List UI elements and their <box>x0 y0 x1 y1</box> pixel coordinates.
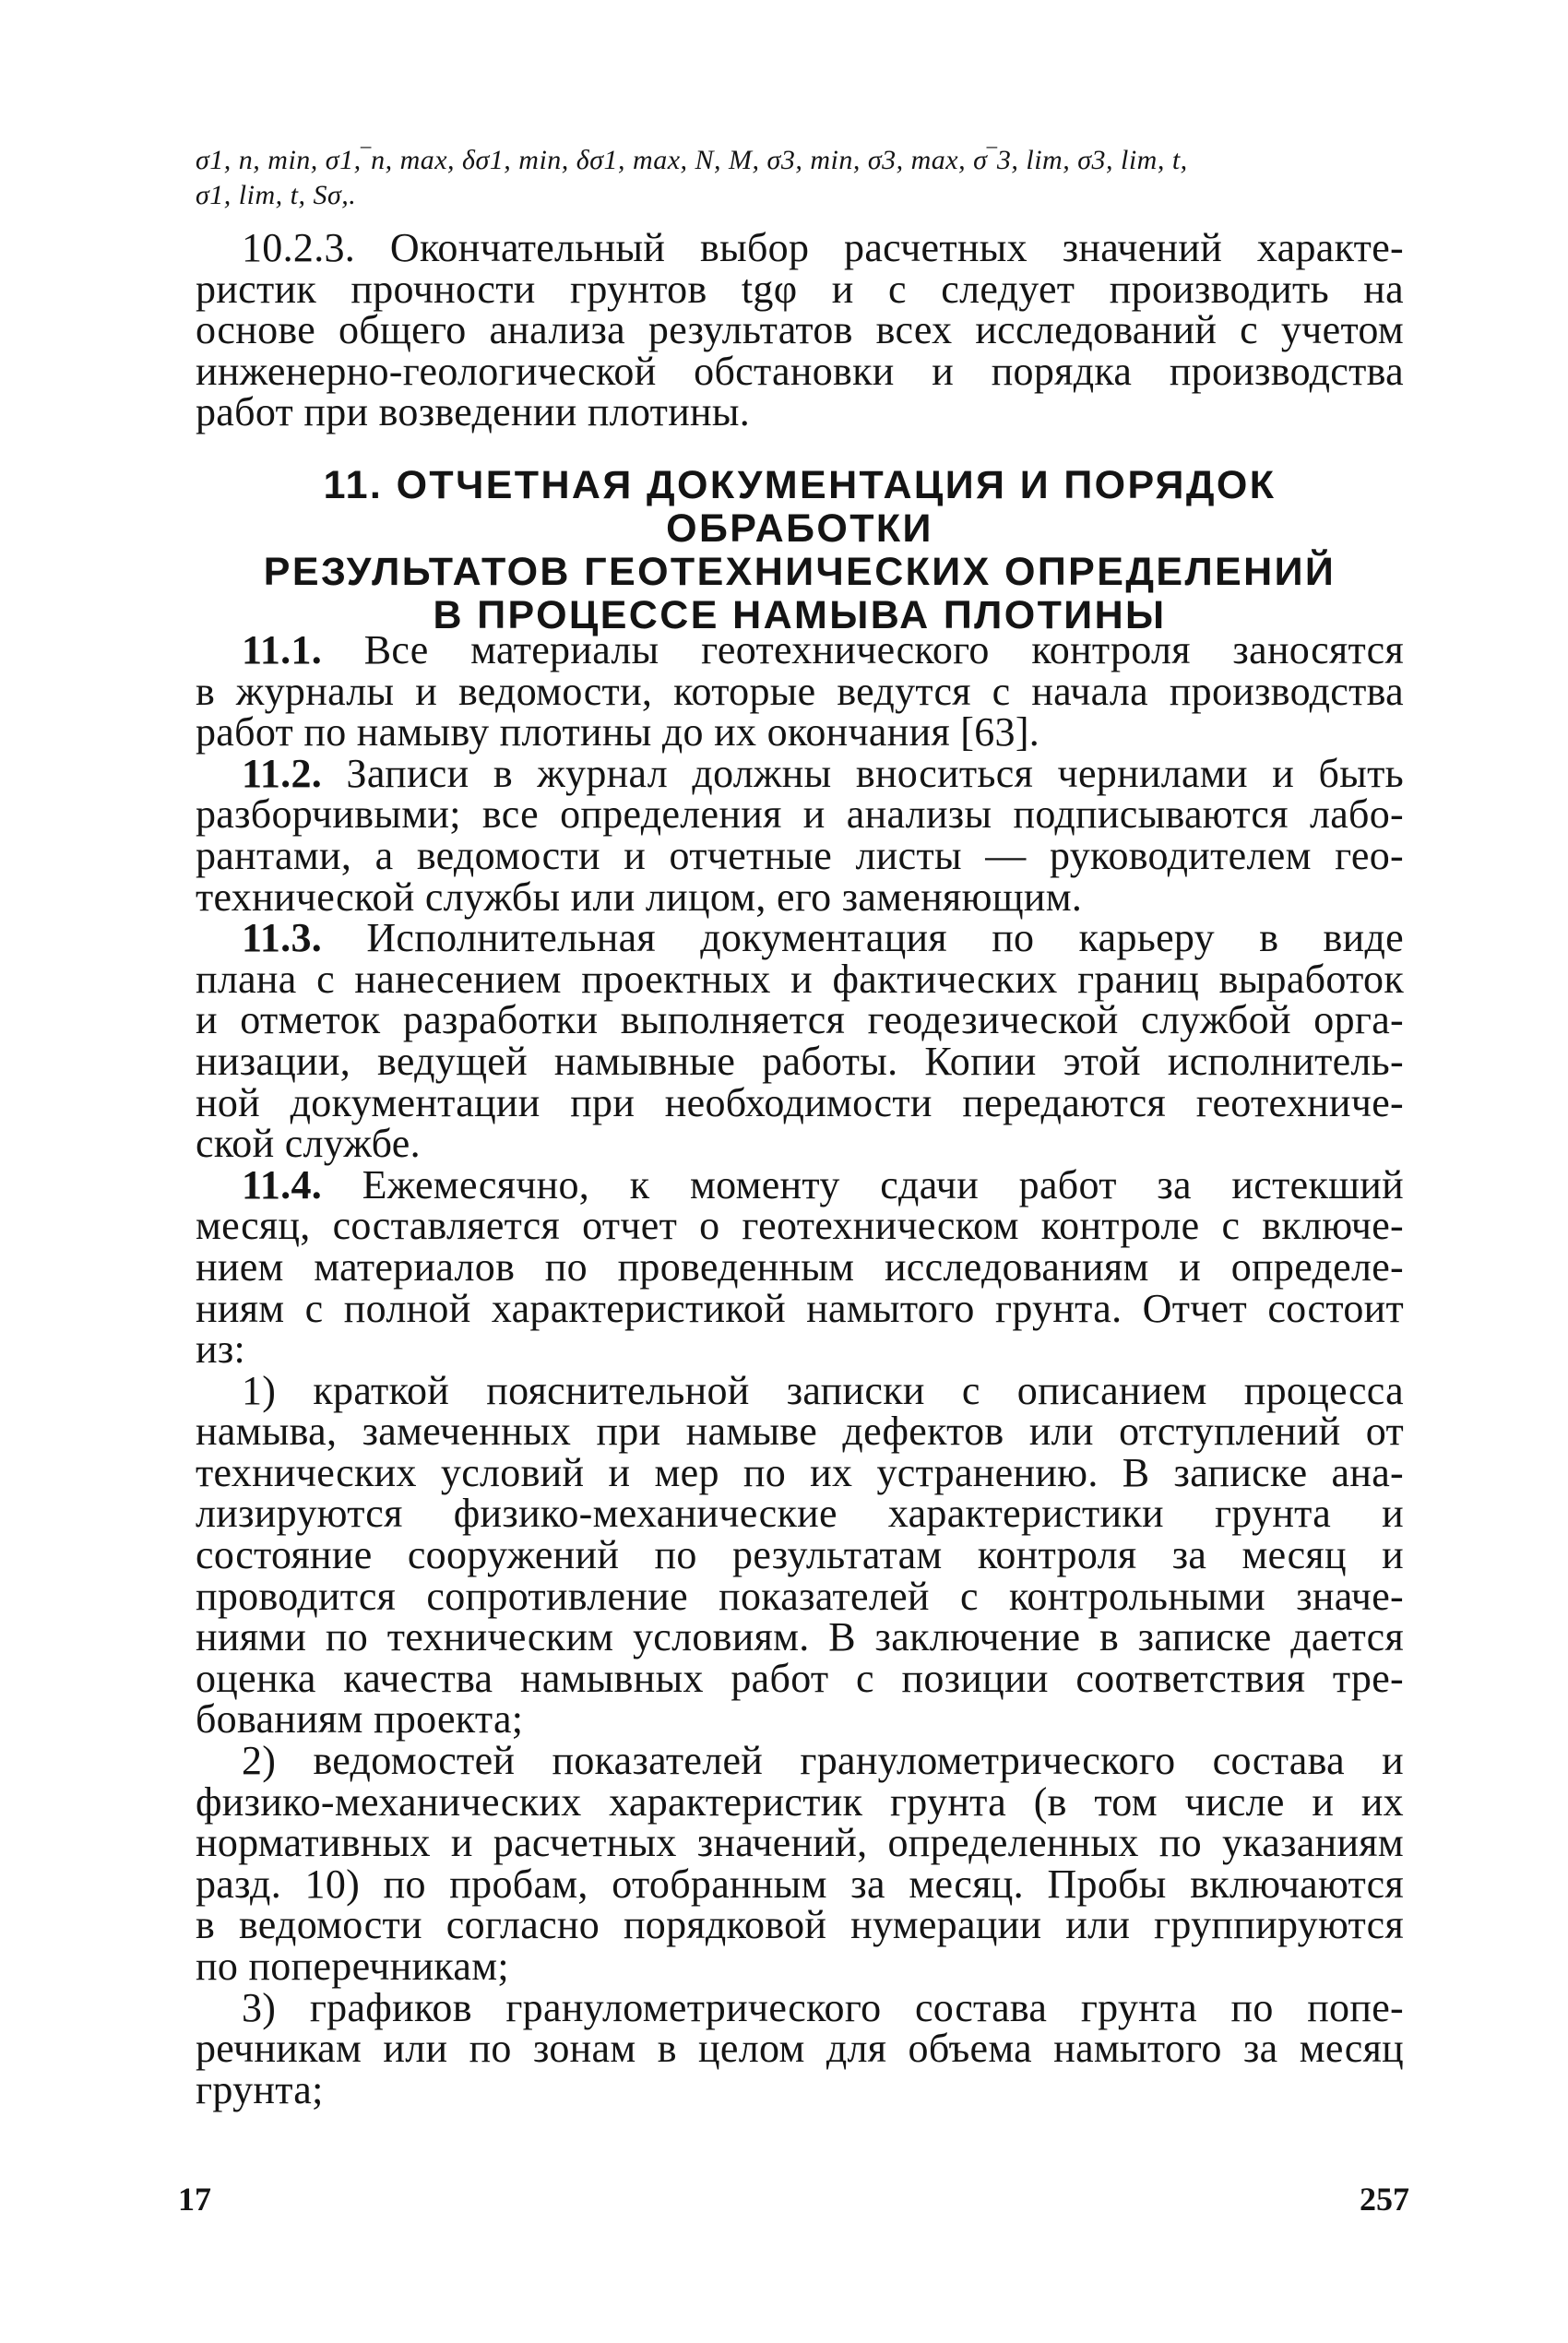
text-line: технических условий и мер по их устранению. В записке ана- <box>196 1449 1404 1495</box>
text-line: бованиям проекта; <box>196 1696 524 1742</box>
section-heading <box>196 464 1404 637</box>
text-line: Все материалы геотехнического контроля заносятся <box>363 627 1404 672</box>
paragraph-number: 11.2. <box>242 750 323 796</box>
text-line: по поперечникам; <box>196 1944 509 1989</box>
text-line: Записи в журнал должны вноситься чернилами и быть <box>346 750 1404 796</box>
signature-mark: 17 <box>178 2181 211 2218</box>
text-line: работ при возведении плотины. <box>196 389 751 435</box>
list-item-2: 2) ведомостей показателей гранулометрического состава и <box>242 1738 1404 1784</box>
text-line: разборчивыми; все определения и анализы подписываются лабо- <box>196 791 1404 838</box>
formula-line-2: σ1, lim, t, Sσ,. <box>196 180 357 210</box>
text-line: Ежемесячно, к моменту сдачи работ за истекший <box>362 1161 1404 1207</box>
paragraph-number: 11.3. <box>242 915 323 961</box>
text-line: основе общего анализа результатов всех исследований с учетом <box>196 307 1404 353</box>
paragraph-number: 11.1. <box>242 627 323 672</box>
formula-symbols <box>196 143 1404 213</box>
text-line: лизируются физико-механические характеристики грунта и <box>196 1491 1404 1537</box>
text-line: и отметок разработки выполняется геодезической службой орга- <box>196 997 1404 1043</box>
heading-line-1: 11. ОТЧЕТНАЯ ДОКУМЕНТАЦИЯ И ПОРЯДОК ОБРАБОТКИ <box>323 463 1277 551</box>
text-line: ниями по техническим условиям. В заключение в записке дается <box>196 1614 1404 1660</box>
text-line: работ по намыву плотины до их окончания [63]. <box>196 709 1040 755</box>
text-line: низации, ведущей намывные работы. Копии этой исполнитель- <box>196 1038 1404 1084</box>
text-line: ниям с полной характеристикой намытого грунта. Отчет состоит <box>196 1285 1404 1331</box>
formula-line-1: σ1, n, min, σ1,‾n, max, δσ1, min, δσ1, max, N, M, σ3, min, σ3, max, σ‾3, lim, σ3, lim, t, <box>196 145 1188 175</box>
text-line: ристик прочности грунтов tgφ и c следует производить на <box>196 266 1404 312</box>
text-line: физико-механических характеристик грунта (в том числе и их <box>196 1778 1404 1825</box>
text-line: нормативных и расчетных значений, определенных по указаниям <box>196 1820 1404 1866</box>
text-line: состояние сооружений по результатам контроля за месяц и <box>196 1532 1404 1578</box>
text-line: проводится сопротивление показателей с контрольными значе- <box>196 1573 1404 1619</box>
heading-line-3: В ПРОЦЕССЕ НАМЫВА ПЛОТИНЫ <box>433 593 1167 637</box>
paragraph-number: 11.4. <box>242 1161 323 1207</box>
list-item-1: 1) краткой пояснительной записки с описанием процесса <box>242 1367 1404 1413</box>
text-line: речникам или по зонам в целом для объема намытого за месяц <box>196 2026 1404 2072</box>
text-line: Исполнительная документация по карьеру в виде <box>366 915 1404 961</box>
text-line: Окончательный выбор расчетных значений характе- <box>389 225 1404 270</box>
text-line: в ведомости согласно порядковой нумерации или группируются <box>196 1902 1404 1948</box>
text-line: инженерно-геологической обстановки и порядка производства <box>196 348 1404 394</box>
text-line: из: <box>196 1326 246 1373</box>
text-line: ной документации при необходимости передаются геотехниче- <box>196 1079 1404 1125</box>
paragraph-number: 10.2.3. <box>242 225 356 270</box>
page-number: 257 <box>1360 2181 1409 2218</box>
text-line: оценка качества намывных работ с позиции соответствия тре- <box>196 1655 1404 1701</box>
text-line: месяц, составляется отчет о геотехническом контроле с включе- <box>196 1203 1404 1249</box>
text-line: в журналы и ведомости, которые ведутся с начала производства <box>196 668 1404 714</box>
paragraph-10-2-3 <box>196 225 1404 435</box>
text-line: технической службы или лицом, его заменяющим. <box>196 874 1083 920</box>
text-line: разд. 10) по пробам, отобранным за месяц. Пробы включаются <box>196 1861 1404 1907</box>
text-line: грунта; <box>196 2066 324 2112</box>
heading-line-2: РЕЗУЛЬТАТОВ ГЕОТЕХНИЧЕСКИХ ОПРЕДЕЛЕНИЙ <box>263 550 1336 594</box>
text-line: нием материалов по проведенным исследованиям и определе- <box>196 1243 1404 1290</box>
list-item-3: 3) графиков гранулометрического состава грунта по попе- <box>242 1984 1404 2030</box>
section-body <box>196 627 1404 2112</box>
text-line: рантами, а ведомости и отчетные листы — руководителем гео- <box>196 832 1404 878</box>
text-line: намыва, замеченных при намыве дефектов или отступлений от <box>196 1409 1404 1455</box>
text-line: ской службе. <box>196 1121 421 1167</box>
text-line: плана с нанесением проектных и фактических границ выработок <box>196 956 1404 1002</box>
